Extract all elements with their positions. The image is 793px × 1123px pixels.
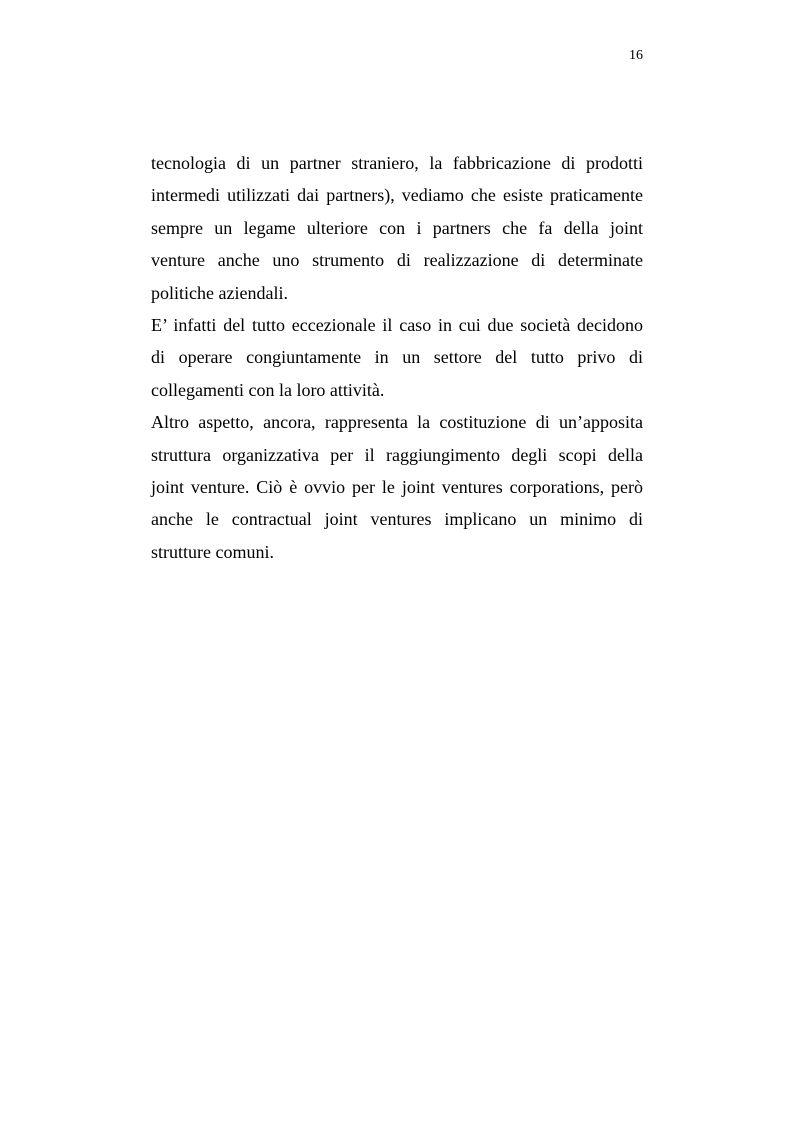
page-number: 16 [629,48,643,63]
text-line: di operare congiuntamente in un settore del tutto privo di [151,347,643,368]
text-line: collegamenti con la loro attività. [151,379,385,400]
text-line: tecnologia di un partner straniero, la fabbricazione di prodotti [151,153,643,173]
text-line: joint venture. Ciò è ovvio per le joint ventures corporations, però [151,476,643,497]
paragraph-1 [151,147,643,309]
text-line: strutture comuni. [151,541,274,562]
text-line: struttura organizzativa per il raggiungimento degli scopi della [151,444,643,465]
paragraph-2 [151,309,643,406]
text-line: anche le contractual joint ventures implicano un minimo di [151,509,643,530]
paragraph-3 [151,406,643,568]
text-line: intermedi utilizzati dai partners), vediamo che esiste praticamente [151,185,643,206]
text-line: sempre un legame ulteriore con i partners che fa della joint [151,217,643,238]
text-line: Altro aspetto, ancora, rappresenta la costituzione di un’apposita [151,412,643,433]
text-line: politiche aziendali. [151,282,288,303]
body-text [151,147,643,568]
text-line: venture anche uno strumento di realizzazione di determinate [151,250,643,271]
text-line: E’ infatti del tutto eccezionale il caso in cui due società decidono [151,314,643,335]
